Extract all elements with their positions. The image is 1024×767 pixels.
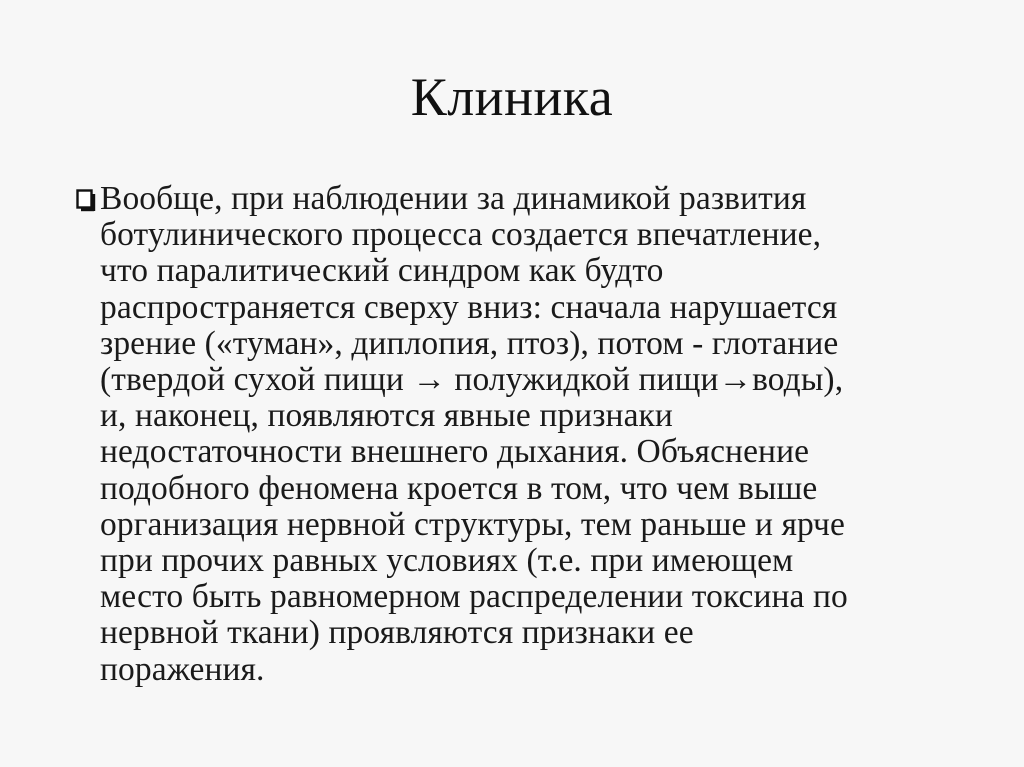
text-line: подобного феномена кроется в том, что чем выше bbox=[100, 469, 818, 507]
text-line: организация нервной структуры, тем раньше и ярче bbox=[100, 505, 845, 543]
text-line: распространяется сверху вниз: сначала нарушается bbox=[100, 288, 838, 326]
text-line: нервной ткани) проявляются признаки ее bbox=[100, 614, 694, 652]
bullet-text bbox=[100, 181, 970, 688]
text-line: зрение («туман», диплопия, птоз), потом - глотание bbox=[100, 324, 839, 362]
text-line: ботулинического процесса создается впечатление, bbox=[100, 216, 822, 254]
text-line: при прочих равных условиях (т.е. при имеющем bbox=[100, 542, 794, 580]
text-line: место быть равномерном распределении токсина по bbox=[100, 578, 848, 616]
text-line: недостаточности внешнего дыхания. Объяснение bbox=[100, 433, 810, 471]
text-line: (твердой сухой пищи → полужидкой пищи→воды), bbox=[100, 361, 844, 399]
text-line: Вообще, при наблюдении за динамикой развития bbox=[100, 180, 807, 217]
checkbox-bullet-icon bbox=[76, 189, 98, 213]
text-line: что паралитический синдром как будто bbox=[100, 252, 664, 290]
text-line: поражения. bbox=[100, 650, 265, 688]
slide-title: Клиника bbox=[410, 67, 614, 127]
text-line: и, наконец, появляются явные признаки bbox=[100, 397, 673, 435]
